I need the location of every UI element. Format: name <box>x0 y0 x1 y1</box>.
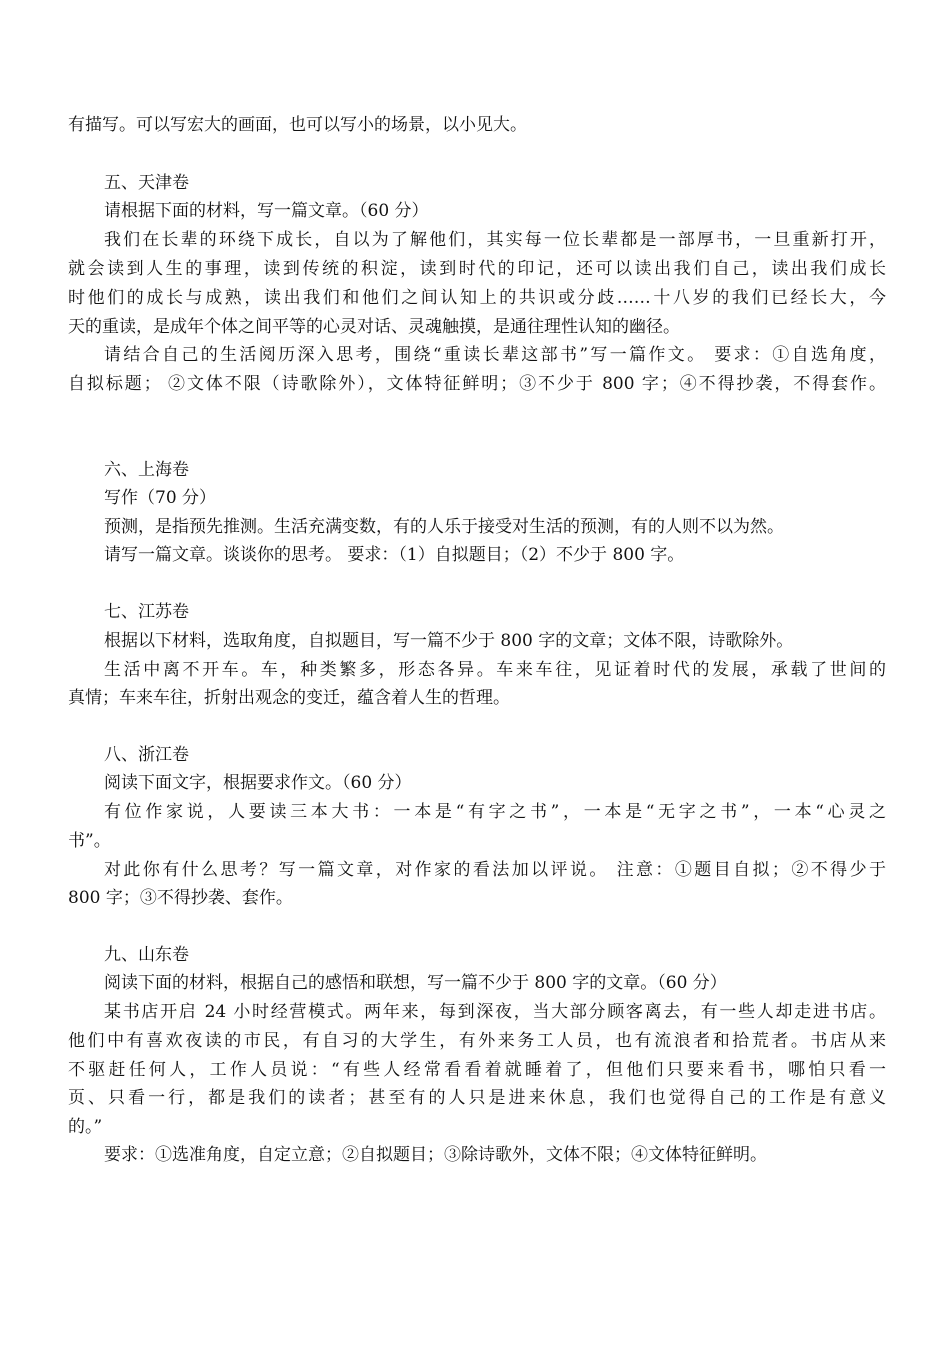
section-heading-shandong: 九、山东卷 <box>104 945 189 965</box>
paragraph-line: 有描写。可以写宏大的画面，也可以写小的场景，以小见大。 <box>68 115 527 135</box>
material-line: 某书店开启 24 小时经营模式。两年来，每到深夜，当大部分顾客离去，有一些人却走进书店。 <box>104 1002 886 1022</box>
material-line: 书”。 <box>68 831 111 851</box>
material-line: 有位作家说，人要读三本大书：一本是“有字之书”，一本是“无字之书”，一本“心灵之 <box>104 802 886 822</box>
material-line: 真情；车来车往，折射出观念的变迁，蕴含着人生的哲理。 <box>68 688 510 708</box>
requirement-line: 要求：①选准角度，自定立意；②自拟题目；③除诗歌外，文体不限；④文体特征鲜明。 <box>104 1145 767 1165</box>
section-heading-tianjin: 五、天津卷 <box>104 173 189 193</box>
material-line: 他们中有喜欢夜读的市民，有自习的大学生，有外来务工人员，也有流浪者和拾荒者。书店从来 <box>68 1031 886 1051</box>
requirement-line: 请写一篇文章。谈谈你的思考。 要求：（1）自拟题目；（2）不少于 800 字。 <box>104 545 685 565</box>
prompt-line: 阅读下面文字，根据要求作文。（60 分） <box>104 773 412 793</box>
prompt-line: 阅读下面的材料，根据自己的感悟和联想，写一篇不少于 800 字的文章。（60 分） <box>104 973 727 993</box>
material-line: 页、只看一行，都是我们的读者；甚至有的人只是进来休息，我们也觉得自己的工作是有意义 <box>68 1088 886 1108</box>
material-line: 天的重读，是成年个体之间平等的心灵对话、灵魂触摸，是通往理性认知的幽径。 <box>68 317 680 337</box>
material-line: 生活中离不开车。车，种类繁多，形态各异。车来车往，见证着时代的发展，承载了世间的 <box>104 660 886 680</box>
material-line: 时他们的成长与成熟，读出我们和他们之间认知上的共识或分歧……十八岁的我们已经长大，今 <box>68 288 886 308</box>
material-line: 预测，是指预先推测。生活充满变数，有的人乐于接受对生活的预测，有的人则不以为然。 <box>104 517 784 537</box>
requirement-line: 请结合自己的生活阅历深入思考，围绕“重读长辈这部书”写一篇作文。 要求：①自选角度， <box>104 345 886 365</box>
requirement-line: 自拟标题； ②文体不限（诗歌除外），文体特征鲜明；③不少于 800 字；④不得抄袭，不得套作。 <box>68 374 886 394</box>
prompt-line: 请根据下面的材料，写一篇文章。（60 分） <box>104 201 429 221</box>
section-heading-zhejiang: 八、浙江卷 <box>104 745 189 765</box>
material-line: 不驱赶任何人，工作人员说：“有些人经常看看着就睡着了，但他们只要来看书，哪怕只看一 <box>68 1060 886 1080</box>
material-line: 我们在长辈的环绕下成长，自以为了解他们，其实每一位长辈都是一部厚书，一旦重新打开， <box>104 230 886 250</box>
requirement-line: 对此你有什么思考？写一篇文章，对作家的看法加以评说。 注意：①题目自拟；②不得少于 <box>104 860 886 880</box>
section-heading-jiangsu: 七、江苏卷 <box>104 602 189 622</box>
prompt-line: 写作（70 分） <box>104 488 217 508</box>
material-line: 就会读到人生的事理，读到传统的积淀，读到时代的印记，还可以读出我们自己，读出我们成长 <box>68 259 886 279</box>
section-heading-shanghai: 六、上海卷 <box>104 460 189 480</box>
prompt-line: 根据以下材料，选取角度，自拟题目，写一篇不少于 800 字的文章；文体不限，诗歌除外。 <box>104 631 794 651</box>
requirement-line: 800 字；③不得抄袭、套作。 <box>68 888 293 908</box>
material-line: 的。” <box>68 1117 103 1137</box>
